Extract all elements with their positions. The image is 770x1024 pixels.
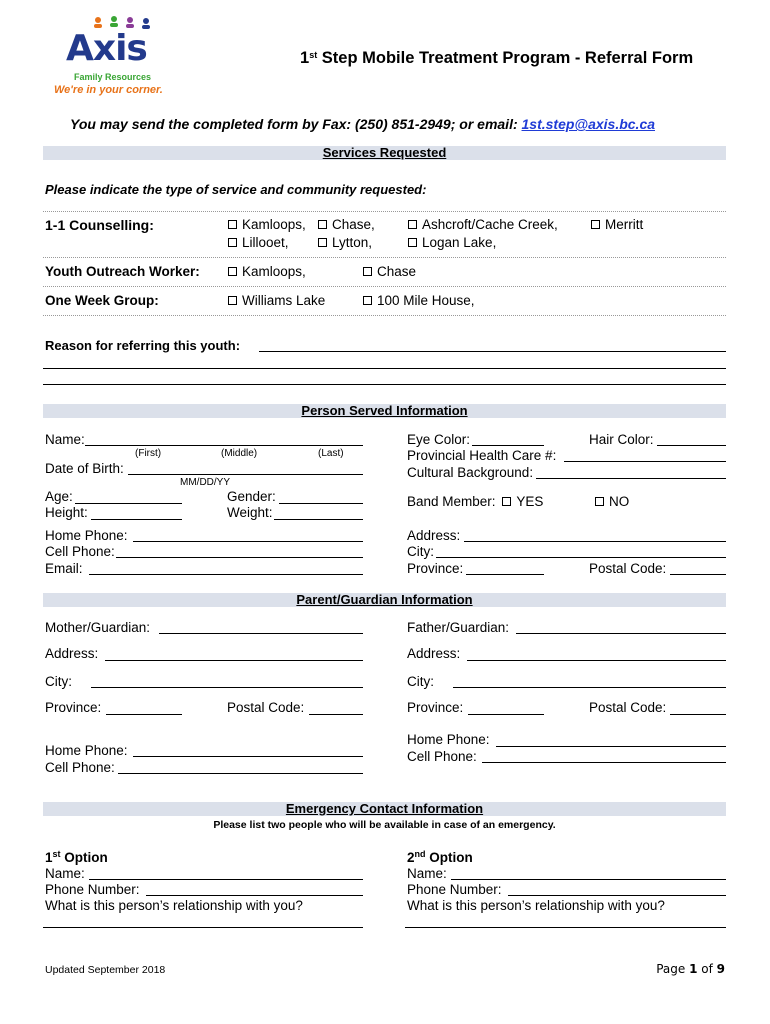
option1-relation-field[interactable]	[43, 927, 363, 928]
dob-label: Date of Birth:	[45, 461, 124, 476]
checkbox[interactable]	[363, 296, 372, 305]
option2-name-field[interactable]	[451, 879, 726, 880]
person-band-title: Person Served Information	[301, 403, 468, 418]
parent2-postal-label: Postal Code:	[589, 700, 667, 715]
yes-checkbox[interactable]	[502, 497, 511, 506]
option2-title: 2nd Option	[407, 849, 473, 865]
culture-field[interactable]	[536, 478, 726, 479]
parent2-province-label: Province:	[407, 700, 464, 715]
culture-label: Cultural Background:	[407, 465, 534, 480]
parent-postal-label: Postal Code:	[227, 700, 305, 715]
home-phone-field[interactable]	[133, 541, 363, 542]
home-phone-label: Home Phone:	[45, 528, 128, 543]
parent2-cell-phone-field[interactable]	[482, 762, 726, 763]
form-title: 1st Step Mobile Treatment Program - Referral Form	[300, 49, 694, 67]
parent-home-phone-field[interactable]	[133, 756, 363, 757]
dob-field[interactable]	[128, 474, 363, 475]
city-label: City:	[407, 544, 434, 559]
reason-line-3[interactable]	[43, 384, 726, 385]
weight-field[interactable]	[274, 519, 363, 520]
option1-name-label: Name:	[45, 866, 85, 881]
eye-field[interactable]	[472, 445, 544, 446]
parent-home-phone-label: Home Phone:	[45, 743, 128, 758]
parent2-home-phone-field[interactable]	[496, 746, 726, 747]
name-field[interactable]	[85, 445, 363, 446]
parent-cell-phone-field[interactable]	[118, 773, 363, 774]
weight-label: Weight:	[227, 505, 273, 520]
band-member-label: Band Member: YES	[407, 494, 544, 509]
postal-field[interactable]	[670, 574, 726, 575]
checkbox[interactable]	[363, 267, 372, 276]
option-kamloops[interactable]: Kamloops,	[228, 217, 306, 232]
emergency-band-title: Emergency Contact Information	[285, 801, 484, 816]
checkbox[interactable]	[228, 220, 237, 229]
option1-phone-label: Phone Number:	[45, 882, 140, 897]
logo-tagline: We're in your corner.	[54, 84, 163, 96]
name-label: Name:	[45, 432, 85, 447]
youth-option-chase[interactable]: Chase	[363, 264, 416, 279]
cell-phone-label: Cell Phone:	[45, 544, 115, 559]
checkbox[interactable]	[591, 220, 600, 229]
parent2-cell-phone-label: Cell Phone:	[407, 749, 477, 764]
option2-relation-label: What is this person’s relationship with you?	[407, 898, 665, 913]
option2-relation-field[interactable]	[405, 927, 726, 928]
logo-brand: Axis	[66, 28, 147, 69]
parent-postal-field[interactable]	[309, 714, 363, 715]
dob-format: MM/DD/YY	[180, 477, 230, 488]
option2-phone-label: Phone Number:	[407, 882, 502, 897]
option-chase[interactable]: Chase,	[318, 217, 375, 232]
parent-address-field[interactable]	[105, 660, 363, 661]
parent2-home-phone-label: Home Phone:	[407, 732, 490, 747]
checkbox[interactable]	[408, 220, 417, 229]
option1-phone-field[interactable]	[146, 895, 363, 896]
parent-city-label: City:	[45, 674, 72, 689]
parent-province-label: Province:	[45, 700, 102, 715]
parent2-postal-field[interactable]	[670, 714, 726, 715]
parent2-province-field[interactable]	[468, 714, 544, 715]
gender-label: Gender:	[227, 489, 276, 504]
father-label: Father/Guardian:	[407, 620, 510, 635]
option-lytton[interactable]: Lytton,	[318, 235, 372, 250]
address-label: Address:	[407, 528, 461, 543]
checkbox[interactable]	[318, 220, 327, 229]
parent2-address-field[interactable]	[467, 660, 726, 661]
services-instruction: Please indicate the type of service and community requested:	[45, 182, 427, 197]
health-field[interactable]	[564, 461, 726, 462]
height-field[interactable]	[91, 519, 182, 520]
parent-cell-phone-label: Cell Phone:	[45, 760, 115, 775]
option1-relation-label: What is this person’s relationship with you?	[45, 898, 303, 913]
height-label: Height:	[45, 505, 88, 520]
gender-field[interactable]	[279, 503, 363, 504]
hair-label: Hair Color:	[589, 432, 654, 447]
mother-label: Mother/Guardian:	[45, 620, 151, 635]
parent-band-title: Parent/Guardian Information	[296, 592, 473, 607]
option-merritt[interactable]: Merritt	[591, 217, 643, 232]
province-label: Province:	[407, 561, 464, 576]
eye-label: Eye Color:	[407, 432, 471, 447]
first-hint: (First)	[135, 448, 162, 459]
reason-line-1[interactable]	[259, 351, 726, 352]
last-hint: (Last)	[318, 448, 344, 459]
parent2-address-label: Address:	[407, 646, 461, 661]
youth-label: Youth Outreach Worker:	[45, 264, 200, 279]
emergency-note: Please list two people who will be available in case of an emergency.	[213, 819, 556, 831]
reason-line-2[interactable]	[43, 368, 726, 369]
mother-field[interactable]	[159, 633, 363, 634]
address-field[interactable]	[464, 541, 726, 542]
middle-hint: (Middle)	[221, 448, 258, 459]
email-link[interactable]: 1st.step@axis.bc.ca	[521, 116, 656, 132]
footer-updated: Updated September 2018	[45, 964, 166, 976]
no-option[interactable]: NO	[595, 494, 629, 509]
postal-label: Postal Code:	[589, 561, 667, 576]
city-field[interactable]	[436, 557, 726, 558]
age-label: Age:	[45, 489, 73, 504]
checkbox[interactable]	[228, 238, 237, 247]
counselling-label: 1-1 Counselling:	[45, 217, 154, 233]
email-field[interactable]	[89, 574, 363, 575]
footer-page: Page 1 of 9	[656, 962, 725, 976]
option1-title: 1st Option	[45, 849, 108, 865]
parent-province-field[interactable]	[106, 714, 182, 715]
checkbox[interactable]	[228, 267, 237, 276]
group-option-williams[interactable]: Williams Lake	[228, 293, 325, 308]
checkbox[interactable]	[318, 238, 327, 247]
checkbox[interactable]	[228, 296, 237, 305]
parent-city-field[interactable]	[91, 687, 363, 688]
group-label: One Week Group:	[45, 293, 159, 308]
province-field[interactable]	[466, 574, 544, 575]
option2-phone-field[interactable]	[508, 895, 726, 896]
youth-option-kamloops[interactable]: Kamloops,	[228, 264, 306, 279]
checkbox[interactable]	[408, 238, 417, 247]
parent2-city-field[interactable]	[453, 687, 726, 688]
services-band-title: Services Requested	[322, 145, 447, 160]
health-label: Provincial Health Care #:	[407, 448, 557, 463]
send-instructions: You may send the completed form by Fax: (250) 851-2949; or email: 1st.step@axis.bc.ca	[70, 116, 656, 132]
option2-name-label: Name:	[407, 866, 447, 881]
option-ashcroft[interactable]: Ashcroft/Cache Creek,	[408, 217, 558, 232]
option-lillooet[interactable]: Lillooet,	[228, 235, 289, 250]
hair-field[interactable]	[657, 445, 726, 446]
no-checkbox[interactable]	[595, 497, 604, 506]
axis-logo	[52, 14, 182, 104]
reason-label: Reason for referring this youth:	[45, 338, 241, 353]
parent-address-label: Address:	[45, 646, 99, 661]
option1-name-field[interactable]	[89, 879, 363, 880]
age-field[interactable]	[75, 503, 182, 504]
father-field[interactable]	[516, 633, 726, 634]
parent2-city-label: City:	[407, 674, 434, 689]
logo-sub: Family Resources	[74, 72, 152, 82]
email-label: Email:	[45, 561, 83, 576]
cell-phone-field[interactable]	[116, 557, 363, 558]
option-logan-lake[interactable]: Logan Lake,	[408, 235, 496, 250]
group-option-100mile[interactable]: 100 Mile House,	[363, 293, 475, 308]
